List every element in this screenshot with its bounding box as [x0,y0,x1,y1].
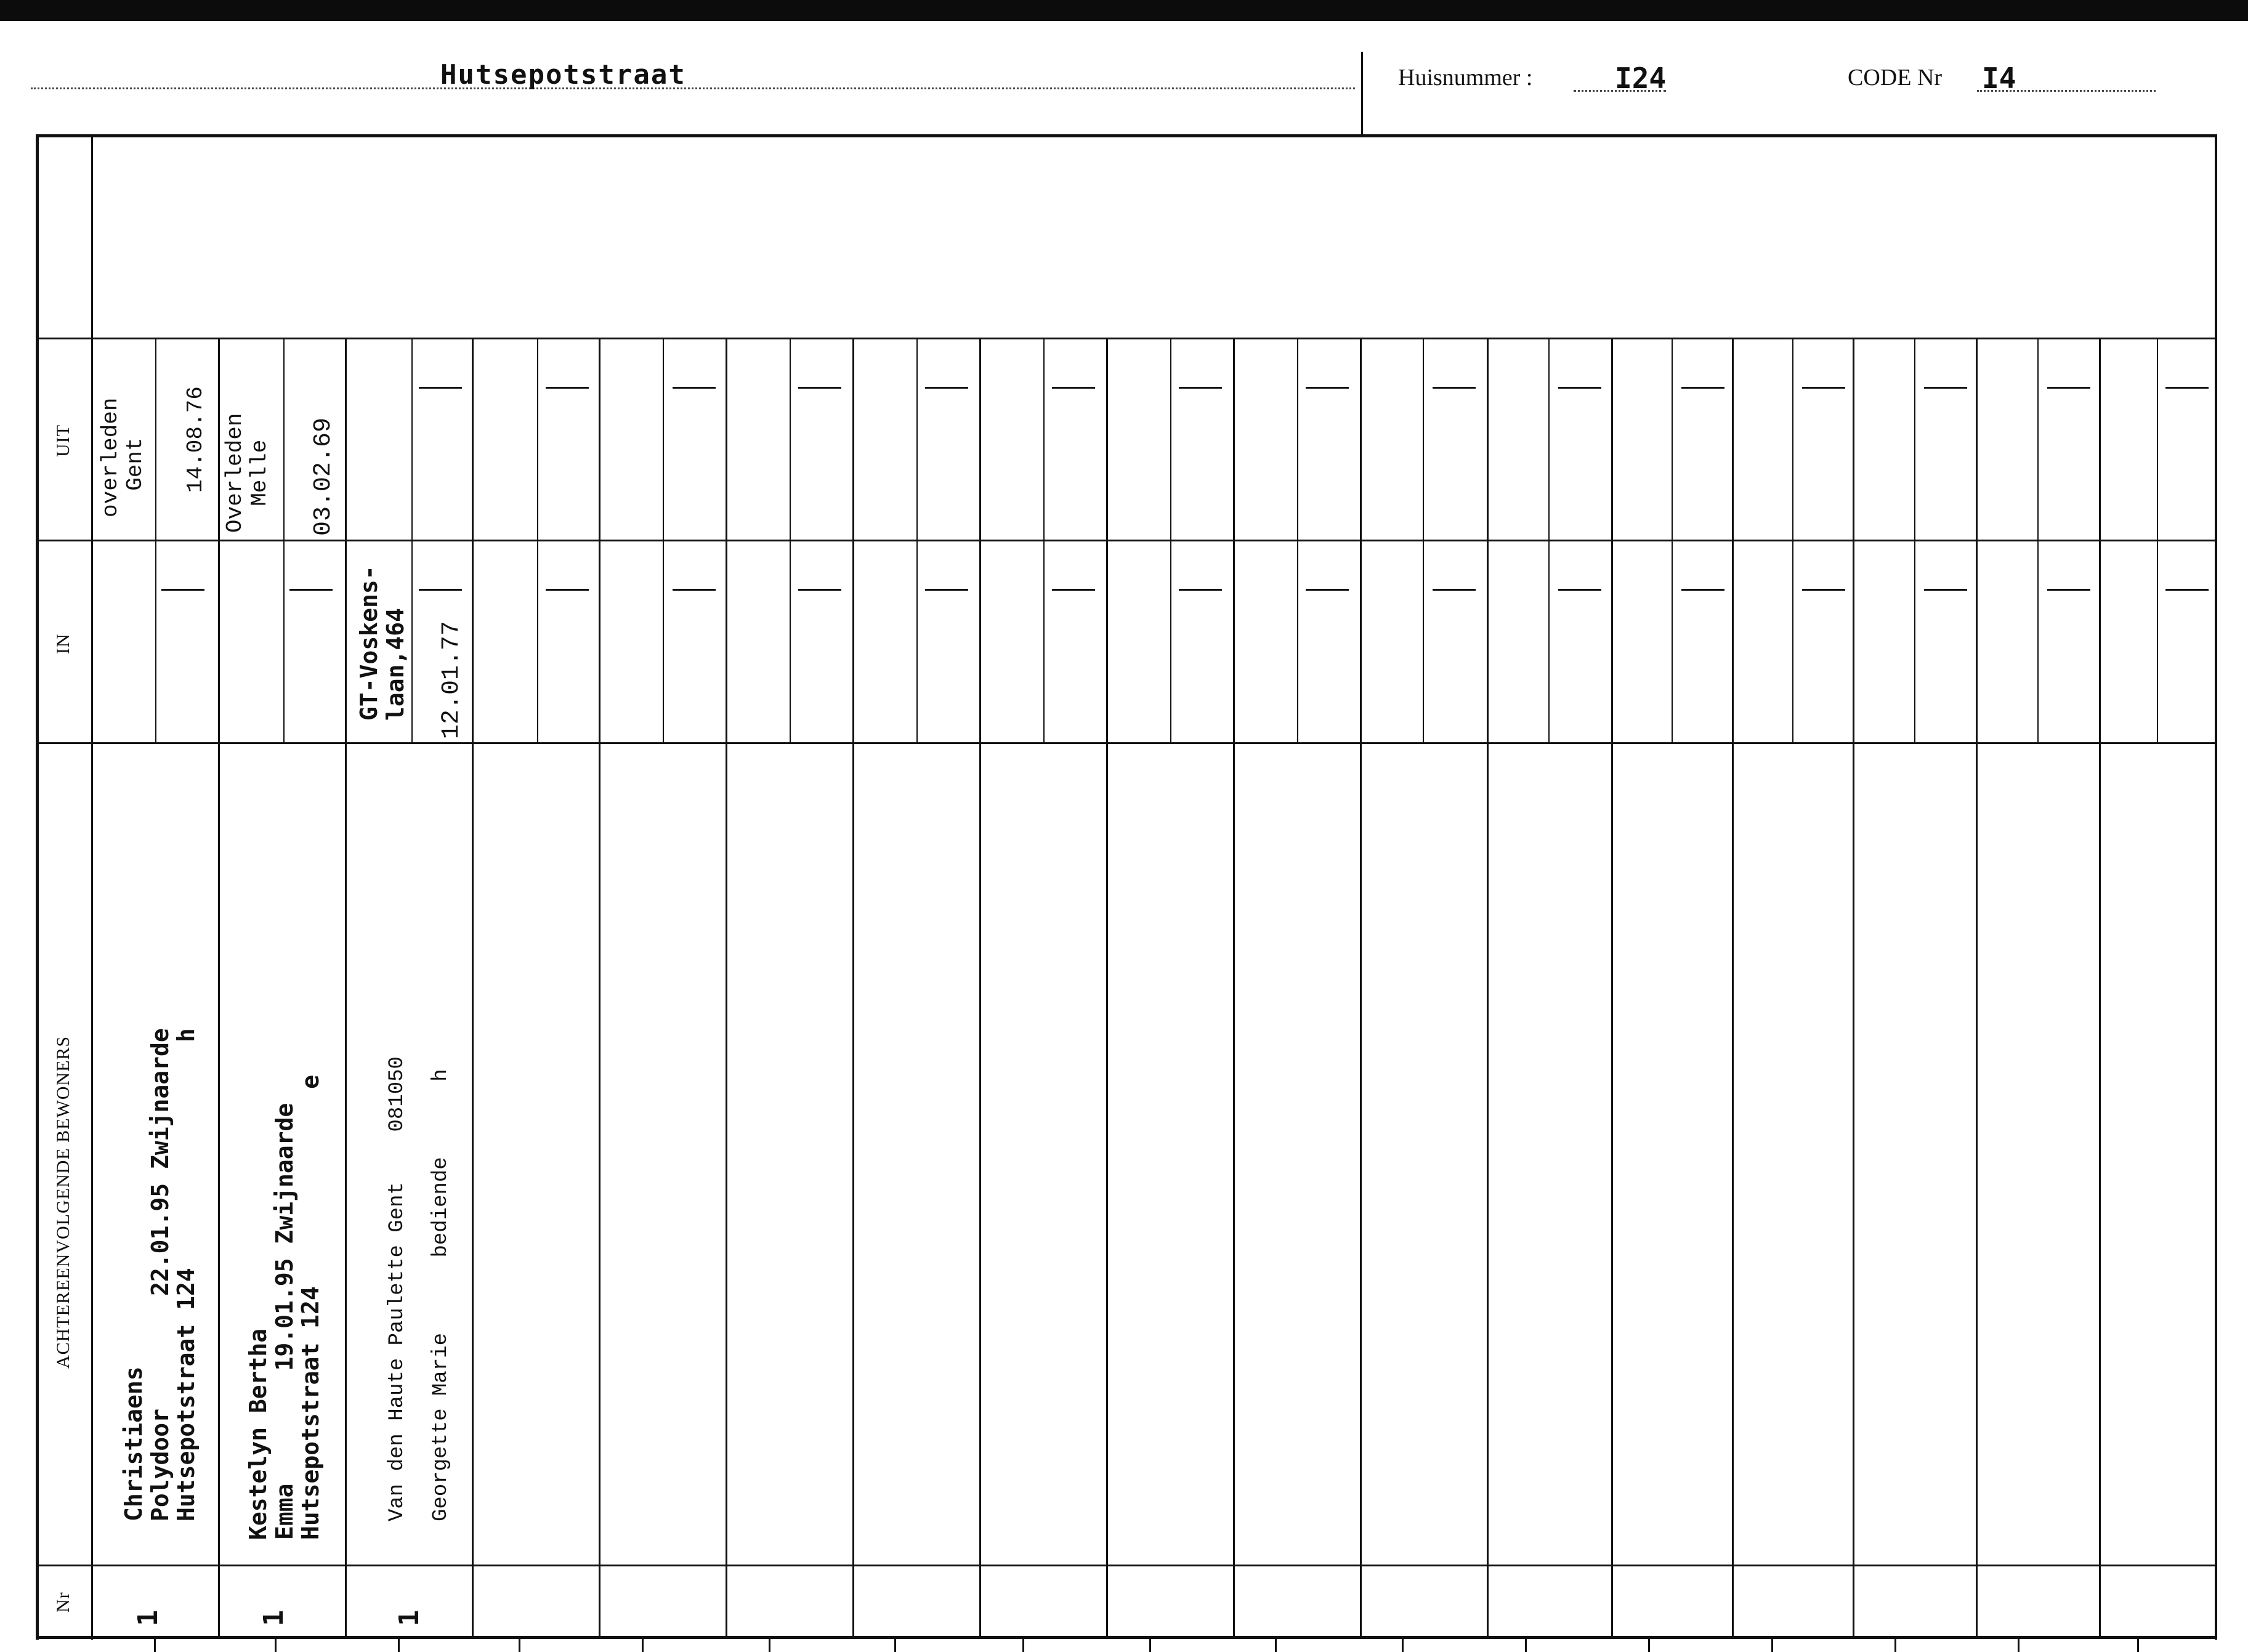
in-dash-15 [1924,589,1967,591]
nr-label: Nr [53,1592,73,1613]
nr-row-top [36,1565,2217,1566]
column-divider-10 [1360,338,1362,1637]
in-row-top [36,540,2217,541]
in-dash-1 [161,589,204,591]
table-bottom-border [36,1636,2217,1639]
column-divider-3 [472,338,474,1637]
uit-dash-9 [1433,387,1476,389]
top-scan-border [0,0,2248,21]
in-dash-2 [289,589,333,591]
sub-column-divider-1 [155,338,156,742]
bottom-tick-2 [275,1636,277,1652]
entry-3-nr: 1 [394,1609,425,1626]
in-dash-14 [1802,589,1845,591]
entry-1-address: Hutsepotstraat 124 h [172,1028,200,1521]
uit-dash-10 [1558,387,1601,389]
entry-3-details: Georgette Marie bediende h [429,1069,453,1521]
column-divider-13 [1732,338,1734,1637]
code-label: CODE Nr [1848,65,1943,91]
in-label: IN [53,633,73,654]
bottom-tick-3 [398,1636,400,1652]
residents-row-top [36,742,2217,744]
sub-column-divider-7 [916,338,918,742]
bottom-tick-1 [154,1636,156,1652]
bottom-tick-4 [519,1636,520,1652]
bottom-tick-8 [1022,1636,1024,1652]
sub-column-divider-11 [1423,338,1424,742]
column-divider-11 [1487,338,1489,1637]
in-dash-17 [2165,589,2209,591]
uit-dash-15 [2165,387,2209,389]
table-right-border [2215,134,2217,1640]
column-divider-4 [599,338,600,1637]
header-divider [1361,52,1363,134]
sub-column-divider-4 [537,338,538,742]
entry-2-birth: Emma 19.01.95 Zwijnaarde [270,1103,298,1540]
sub-column-divider-15 [1914,338,1915,742]
uit-dash-4 [798,387,841,389]
uit-dash-5 [925,387,968,389]
entry-2-uit-date: 03.02.69 [310,417,338,536]
sub-column-divider-8 [1043,338,1045,742]
in-dash-4 [546,589,589,591]
street-dotted-line [31,87,1355,89]
entry-3-resident [376,1056,464,1521]
column-divider-5 [726,338,727,1637]
bottom-tick-11 [1402,1636,1404,1652]
in-dash-10 [1306,589,1349,591]
entry-1-uit-place: overleden Gent [98,397,148,517]
bottom-tick-7 [894,1636,896,1652]
bottom-tick-5 [642,1636,644,1652]
bottom-tick-9 [1149,1636,1151,1652]
sub-column-divider-6 [790,338,791,742]
in-dash-11 [1433,589,1476,591]
in-dash-12 [1558,589,1601,591]
column-divider-2 [345,338,347,1637]
entry-2-address: Hutsepotstraat 124 e [297,1075,325,1540]
uit-dash-1 [419,387,462,389]
column-divider-12 [1611,338,1613,1637]
bottom-tick-14 [1771,1636,1773,1652]
entry-1-resident [121,1028,200,1521]
sub-column-divider-5 [663,338,664,742]
sub-column-divider-12 [1548,338,1550,742]
column-divider-14 [1853,338,1854,1637]
bottom-tick-17 [2137,1636,2139,1652]
label-column-divider [91,134,93,1640]
sub-column-divider-10 [1297,338,1298,742]
table-left-border [36,134,39,1640]
bottom-tick-12 [1525,1636,1527,1652]
in-dash-8 [1052,589,1095,591]
uit-dash-12 [1802,387,1845,389]
in-dash-13 [1681,589,1724,591]
column-divider-1 [218,338,220,1637]
in-dash-6 [798,589,841,591]
sub-column-divider-9 [1170,338,1171,742]
entry-1-name: Christiaens [120,1366,147,1521]
entry-2-name: Kestelyn Bertha [245,1328,272,1540]
uit-dash-14 [2047,387,2090,389]
uit-dash-7 [1179,387,1222,389]
code-value: I4 [1982,62,2016,95]
in-dash-3 [419,589,462,591]
in-dash-5 [673,589,716,591]
entry-3-in-place: GT-Voskens- laan,464 [355,565,409,721]
column-divider-9 [1233,338,1235,1637]
uit-dash-3 [673,387,716,389]
bottom-tick-10 [1275,1636,1277,1652]
sub-column-divider-16 [2037,338,2039,742]
sub-column-divider-13 [1672,338,1673,742]
sub-column-divider-14 [1792,338,1793,742]
column-divider-16 [2099,338,2101,1637]
bottom-tick-6 [769,1636,770,1652]
bottom-tick-15 [1894,1636,1896,1652]
entry-2-uit-place: Overleden Melle [222,413,273,533]
column-divider-15 [1976,338,1978,1637]
uit-dash-13 [1924,387,1967,389]
uit-dash-2 [546,387,589,389]
uit-label: UIT [53,424,73,457]
entry-3-in-date: 12.01.77 [438,620,466,739]
bottom-tick-16 [2018,1636,2020,1652]
sub-column-divider-2 [283,338,285,742]
entry-2-resident [245,1075,324,1540]
entry-2-nr: 1 [258,1609,289,1626]
house-number-label: Huisnummer : [1398,65,1533,91]
entry-1-birth: Polydoor 22.01.95 Zwijnaarde [146,1028,174,1521]
uit-dash-8 [1306,387,1349,389]
entry-3-name: Van den Haute Paulette Gent 081050 [386,1056,409,1521]
in-dash-9 [1179,589,1222,591]
sub-column-divider-3 [411,338,413,742]
house-number-value: I24 [1615,62,1667,95]
residents-label: ACHTEREENVOLGENDE BEWONERS [53,1035,73,1369]
table-top-border [36,134,2217,137]
column-divider-8 [1106,338,1108,1637]
entry-1-uit-date: 14.08.76 [183,386,208,493]
street-name: Hutsepotstraat [440,59,686,91]
bottom-tick-13 [1648,1636,1650,1652]
in-dash-7 [925,589,968,591]
sub-column-divider-17 [2157,338,2158,742]
entry-1-nr: 1 [132,1609,164,1626]
uit-row-top [36,338,2217,339]
uit-dash-11 [1681,387,1724,389]
column-divider-6 [852,338,854,1637]
in-dash-16 [2047,589,2090,591]
column-divider-7 [979,338,981,1637]
uit-dash-6 [1052,387,1095,389]
